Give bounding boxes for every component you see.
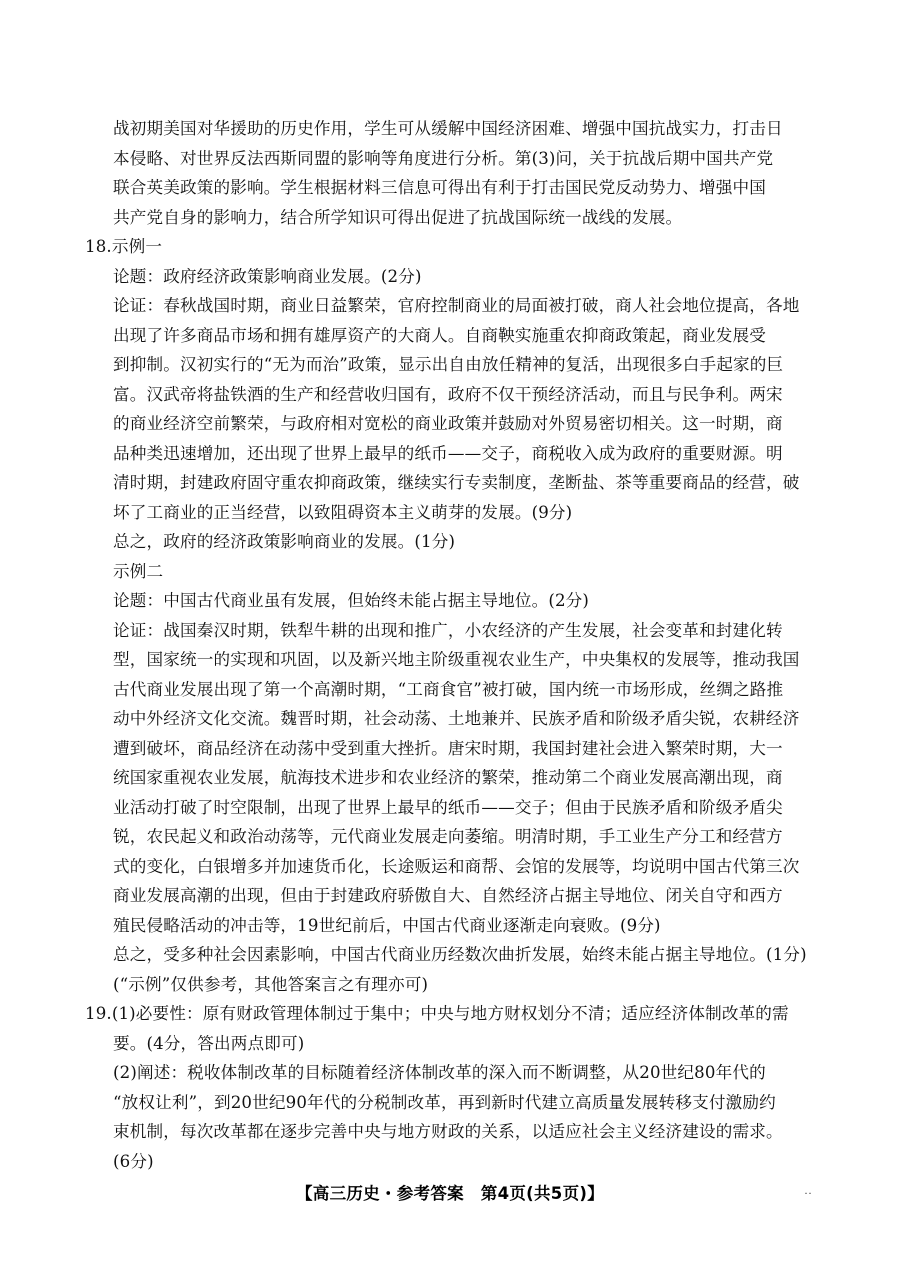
text-line: 清时期，封建政府固守重农抑商政策，继续实行专卖制度，垄断盐、茶等重要商品的经营，破 — [113, 473, 800, 492]
text-line: 到抑制。汉初实行的“无为而治”政策，显示出自由放任精神的复活，出现很多白手起家的巨 — [113, 355, 784, 374]
text-line: 坏了工商业的正当经营，以致阻碍资本主义萌芽的发展。(9分) — [113, 503, 573, 522]
text-line: 遭到破坏，商品经济在动荡中受到重大挫折。唐宋时期，我国封建社会进入繁荣时期，大一 — [113, 739, 783, 758]
text-line: 总之，政府的经济政策影响商业的发展。(1分) — [113, 532, 456, 551]
question-19-heading: 19.(1)必要性：原有财政管理体制过于集中；中央与地方财权划分不清；适应经济体制改革的需 — [85, 1004, 789, 1023]
text-line: (6分) — [113, 1152, 154, 1171]
text-line: 出现了许多商品市场和拥有雄厚资产的大商人。自商鞅实施重农抑商政策起，商业发展受 — [113, 326, 767, 345]
text-line: 论题：中国古代商业虽有发展，但始终未能占据主导地位。(2分) — [113, 591, 590, 610]
text-line: 式的变化，白银增多并加速货币化，长途贩运和商帮、会馆的发展等，均说明中国古代第三次 — [113, 857, 800, 876]
text-line: 商业发展高潮的出现，但由于封建政府骄傲自大、自然经济占据主导地位、闭关自守和西方 — [113, 886, 783, 905]
text-line: 论证：战国秦汉时期，铁犁牛耕的出现和推广，小农经济的产生发展，社会变革和封建化转 — [113, 621, 783, 640]
text-line: “放权让利”，到20世纪90年代的分税制改革，再到新时代建立高质量发展转移支付激励约 — [113, 1093, 776, 1112]
text-line: 共产党自身的影响力，结合所学知识可得出促进了抗战国际统一战线的发展。 — [113, 208, 683, 227]
corner-mark: ·· — [804, 1186, 812, 1200]
example-2-heading: 示例二 — [113, 562, 164, 581]
text-line: 要。(4分，答出两点即可) — [113, 1034, 305, 1053]
question-18-heading: 18.示例一 — [85, 237, 163, 256]
text-line: 论证：春秋战国时期，商业日益繁荣，官府控制商业的局面被打破，商人社会地位提高，各地 — [113, 296, 800, 315]
text-line: 型，国家统一的实现和巩固，以及新兴地主阶级重视农业生产，中央集权的发展等，推动我国 — [113, 650, 800, 669]
text-line: 富。汉武帝将盐铁酒的生产和经营收归国有，政府不仅干预经济活动，而且与民争利。两宋 — [113, 385, 783, 404]
text-line: 的商业经济空前繁荣，与政府相对宽松的商业政策并鼓励对外贸易密切相关。这一时期，商 — [113, 414, 783, 433]
text-line: 业活动打破了时空限制，出现了世界上最早的纸币——交子；但由于民族矛盾和阶级矛盾尖 — [113, 798, 783, 817]
text-line: (2)阐述：税收体制改革的目标随着经济体制改革的深入而不断调整，从20世纪80年代的 — [113, 1063, 766, 1082]
text-line: 统国家重视农业发展，航海技术进步和农业经济的繁荣，推动第二个商业发展高潮出现，商 — [113, 768, 783, 787]
text-line: 锐，农民起义和政治动荡等，元代商业发展走向萎缩。明清时期，手工业生产分工和经营方 — [113, 827, 783, 846]
page-footer: 【高三历史・参考答案 第4页(共5页)】 — [295, 1184, 605, 1203]
text-line: 束机制，每次改革都在逐步完善中央与地方财政的关系，以适应社会主义经济建设的需求。 — [113, 1122, 783, 1141]
text-line: 联合英美政策的影响。学生根据材料三信息可得出有利于打击国民党反动势力、增强中国 — [113, 178, 767, 197]
text-line: (“示例”仅供参考，其他答案言之有理亦可) — [113, 975, 429, 994]
text-line: 总之，受多种社会因素影响，中国古代商业历经数次曲折发展，始终未能占据主导地位。(1分) — [113, 945, 807, 964]
text-line: 本侵略、对世界反法西斯同盟的影响等角度进行分析。第(3)问，关于抗战后期中国共产党 — [113, 149, 774, 168]
text-line: 动中外经济文化交流。魏晋时期，社会动荡、土地兼并、民族矛盾和阶级矛盾尖锐，农耕经济 — [113, 709, 800, 728]
text-line: 古代商业发展出现了第一个高潮时期，“工商食官”被打破，国内统一市场形成，丝绸之路推 — [113, 680, 784, 699]
text-line: 品种类迅速增加，还出现了世界上最早的纸币——交子，商税收入成为政府的重要财源。明 — [113, 444, 783, 463]
text-line: 殖民侵略活动的冲击等，19世纪前后，中国古代商业逐渐走向衰败。(9分) — [113, 916, 661, 935]
text-line: 论题：政府经济政策影响商业发展。(2分) — [113, 267, 422, 286]
text-line: 战初期美国对华援助的历史作用，学生可从缓解中国经济困难、增强中国抗战实力，打击日 — [113, 119, 783, 138]
